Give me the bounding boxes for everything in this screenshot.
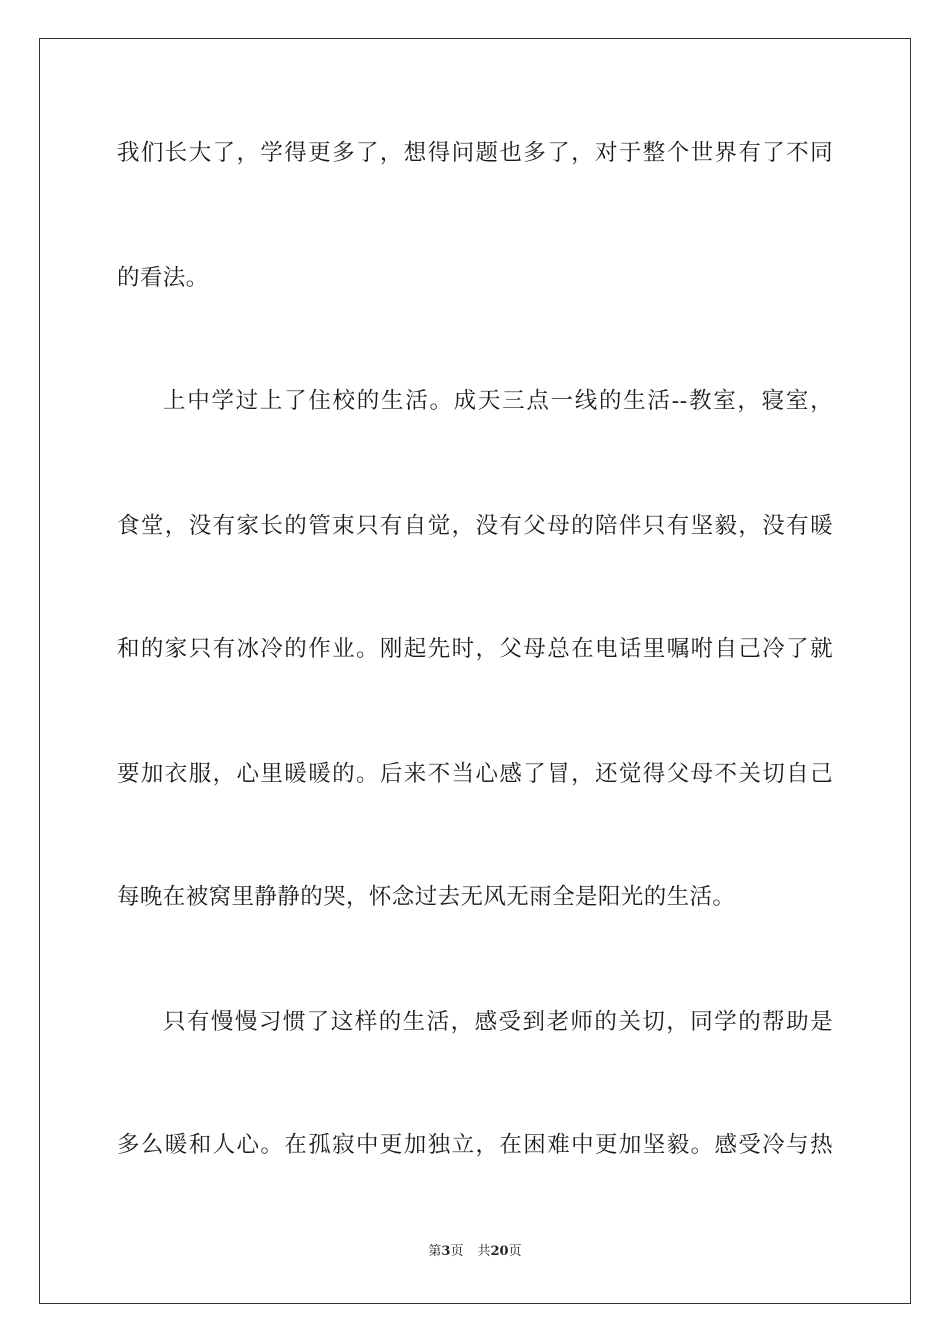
paragraph-2-line-1: 上中学过上了住校的生活。成天三点一线的生活--教室，寝室， [163, 388, 833, 414]
text-line-1: 我们长大了，学得更多了，想得问题也多了，对于整个世界有了不同 [117, 140, 833, 166]
paragraph-2-line-4: 要加衣服，心里暖暖的。后来不当心感了冒，还觉得父母不关切自己 [117, 761, 833, 787]
total-pages: 20 [490, 1244, 509, 1259]
paragraph-3-line-1: 只有慢慢习惯了这样的生活，感受到老师的关切，同学的帮助是 [163, 1009, 833, 1035]
paragraph-2-line-5: 每晚在被窝里静静的哭，怀念过去无风无雨全是阳光的生活。 [117, 884, 736, 910]
total-prefix: 共 [477, 1244, 491, 1259]
paragraph-3-line-2: 多么暖和人心。在孤寂中更加独立，在困难中更加坚毅。感受冷与热 [117, 1132, 833, 1158]
page-border [39, 38, 911, 1304]
page-prefix: 第 [428, 1244, 442, 1259]
text-line-2: 的看法。 [117, 265, 209, 291]
total-suffix: 页 [508, 1244, 522, 1259]
page-number: 3 [441, 1244, 451, 1259]
paragraph-2-line-2: 食堂，没有家长的管束只有自觉，没有父母的陪伴只有坚毅，没有暖 [117, 513, 833, 539]
page-footer [0, 1243, 950, 1261]
paragraph-2-line-3: 和的家只有冰冷的作业。刚起先时，父母总在电话里嘱咐自己冷了就 [117, 636, 833, 662]
page-suffix: 页 [450, 1244, 464, 1259]
